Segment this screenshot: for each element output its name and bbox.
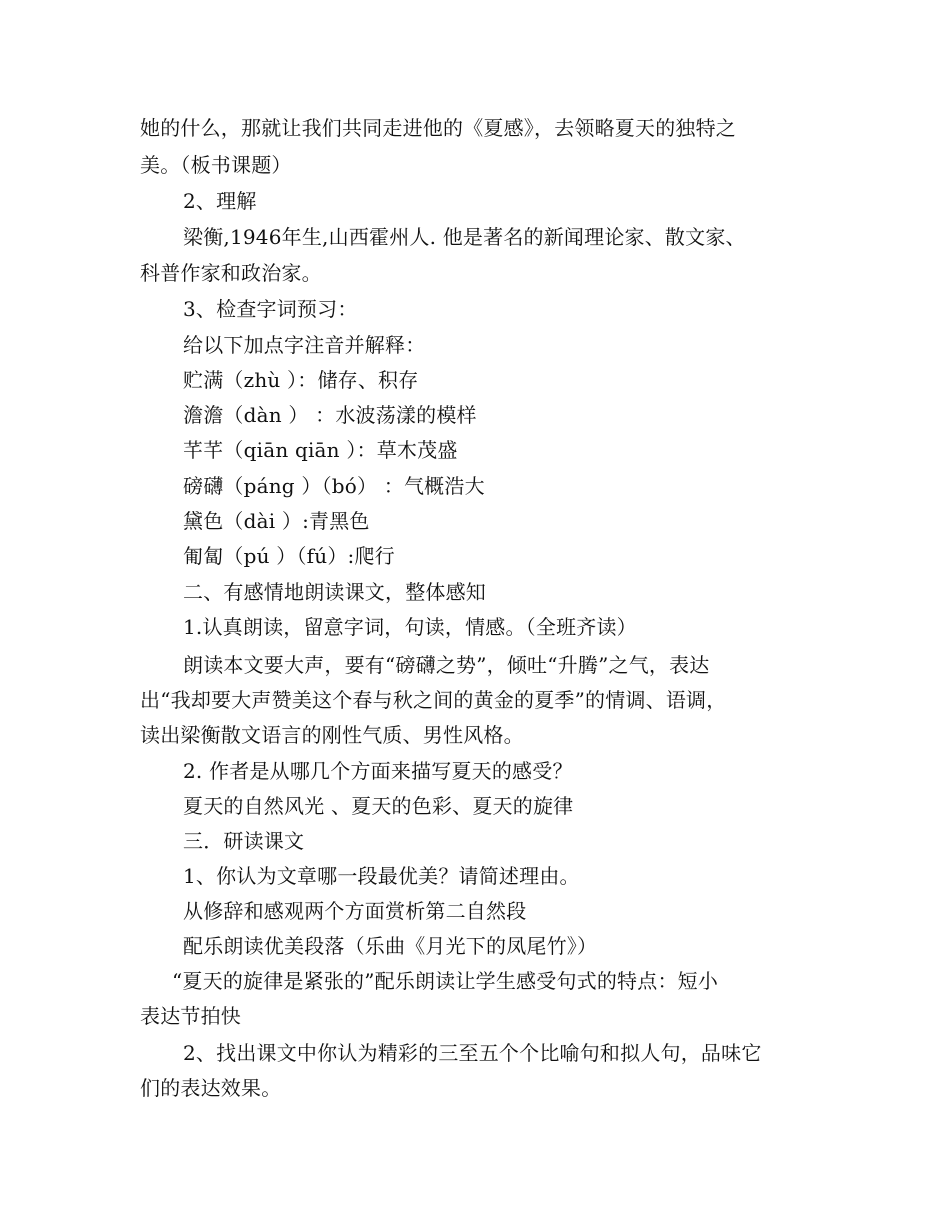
- text-line: 2、找出课文中你认为精彩的三至五个个比喻句和拟人句，品味它: [183, 1041, 762, 1065]
- text-line: 读出梁衡散文语言的刚性气质、男性风格。: [140, 723, 524, 747]
- text-line: 配乐朗读优美段落（乐曲《月光下的凤尾竹》）: [183, 934, 598, 958]
- section-heading: 3、检查字词预习：: [183, 297, 358, 321]
- vocab-item: 贮满（zhù ）：储存、积存: [183, 368, 419, 392]
- vocab-item: 芊芊（qiān qiān ）：草木茂盛: [183, 438, 458, 462]
- vocab-item: 澹澹（dàn ） ：水波荡漾的模样: [183, 403, 477, 427]
- text-line: 科普作家和政治家。: [140, 261, 322, 285]
- section-heading: 2、理解: [183, 189, 257, 213]
- text-line: 她的什么，那就让我们共同走进他的《夏感》，去领略夏天的独特之: [140, 116, 736, 140]
- text-line: 给以下加点字注音并解释：: [183, 333, 426, 357]
- section-heading: 二、有感情地朗读课文，整体感知: [183, 580, 486, 604]
- text-line: 美。（板书课题）: [140, 153, 292, 177]
- vocab-item: 磅礴（páng ）（bó） ：气概浩大: [183, 474, 485, 498]
- text-line: 们的表达效果。: [140, 1076, 282, 1100]
- text-line: 朗读本文要大声，要有“磅礴之势”，倾吐“升腾”之气，表达: [183, 653, 710, 677]
- text-line: 2. 作者是从哪几个方面来描写夏天的感受？: [183, 759, 573, 783]
- text-line: 1、你认为文章哪一段最优美？请简述理由。: [183, 864, 580, 888]
- text-line: 1.认真朗读，留意字词，句读，情感。（全班齐读）: [183, 615, 637, 639]
- text-line: 从修辞和感观两个方面赏析第二自然段: [183, 899, 527, 923]
- vocab-item: 黛色（dài ）:青黑色: [183, 509, 370, 533]
- text-line: 表达节拍快: [140, 1004, 241, 1028]
- section-heading: 三．研读课文: [183, 829, 305, 853]
- vocab-item: 匍匐（pú ）（fú）:爬行: [183, 544, 395, 568]
- text-line: 梁衡,1946年生,山西霍州人. 他是著名的新闻理论家、散文家、: [183, 225, 746, 249]
- text-line: 出“我却要大声赞美这个春与秋之间的黄金的夏季”的情调、语调，: [140, 688, 727, 712]
- text-line: “夏天的旋律是紧张的”配乐朗读让学生感受句式的特点：短小: [172, 969, 719, 993]
- text-line: 夏天的自然风光 、夏天的色彩、夏天的旋律: [183, 794, 574, 818]
